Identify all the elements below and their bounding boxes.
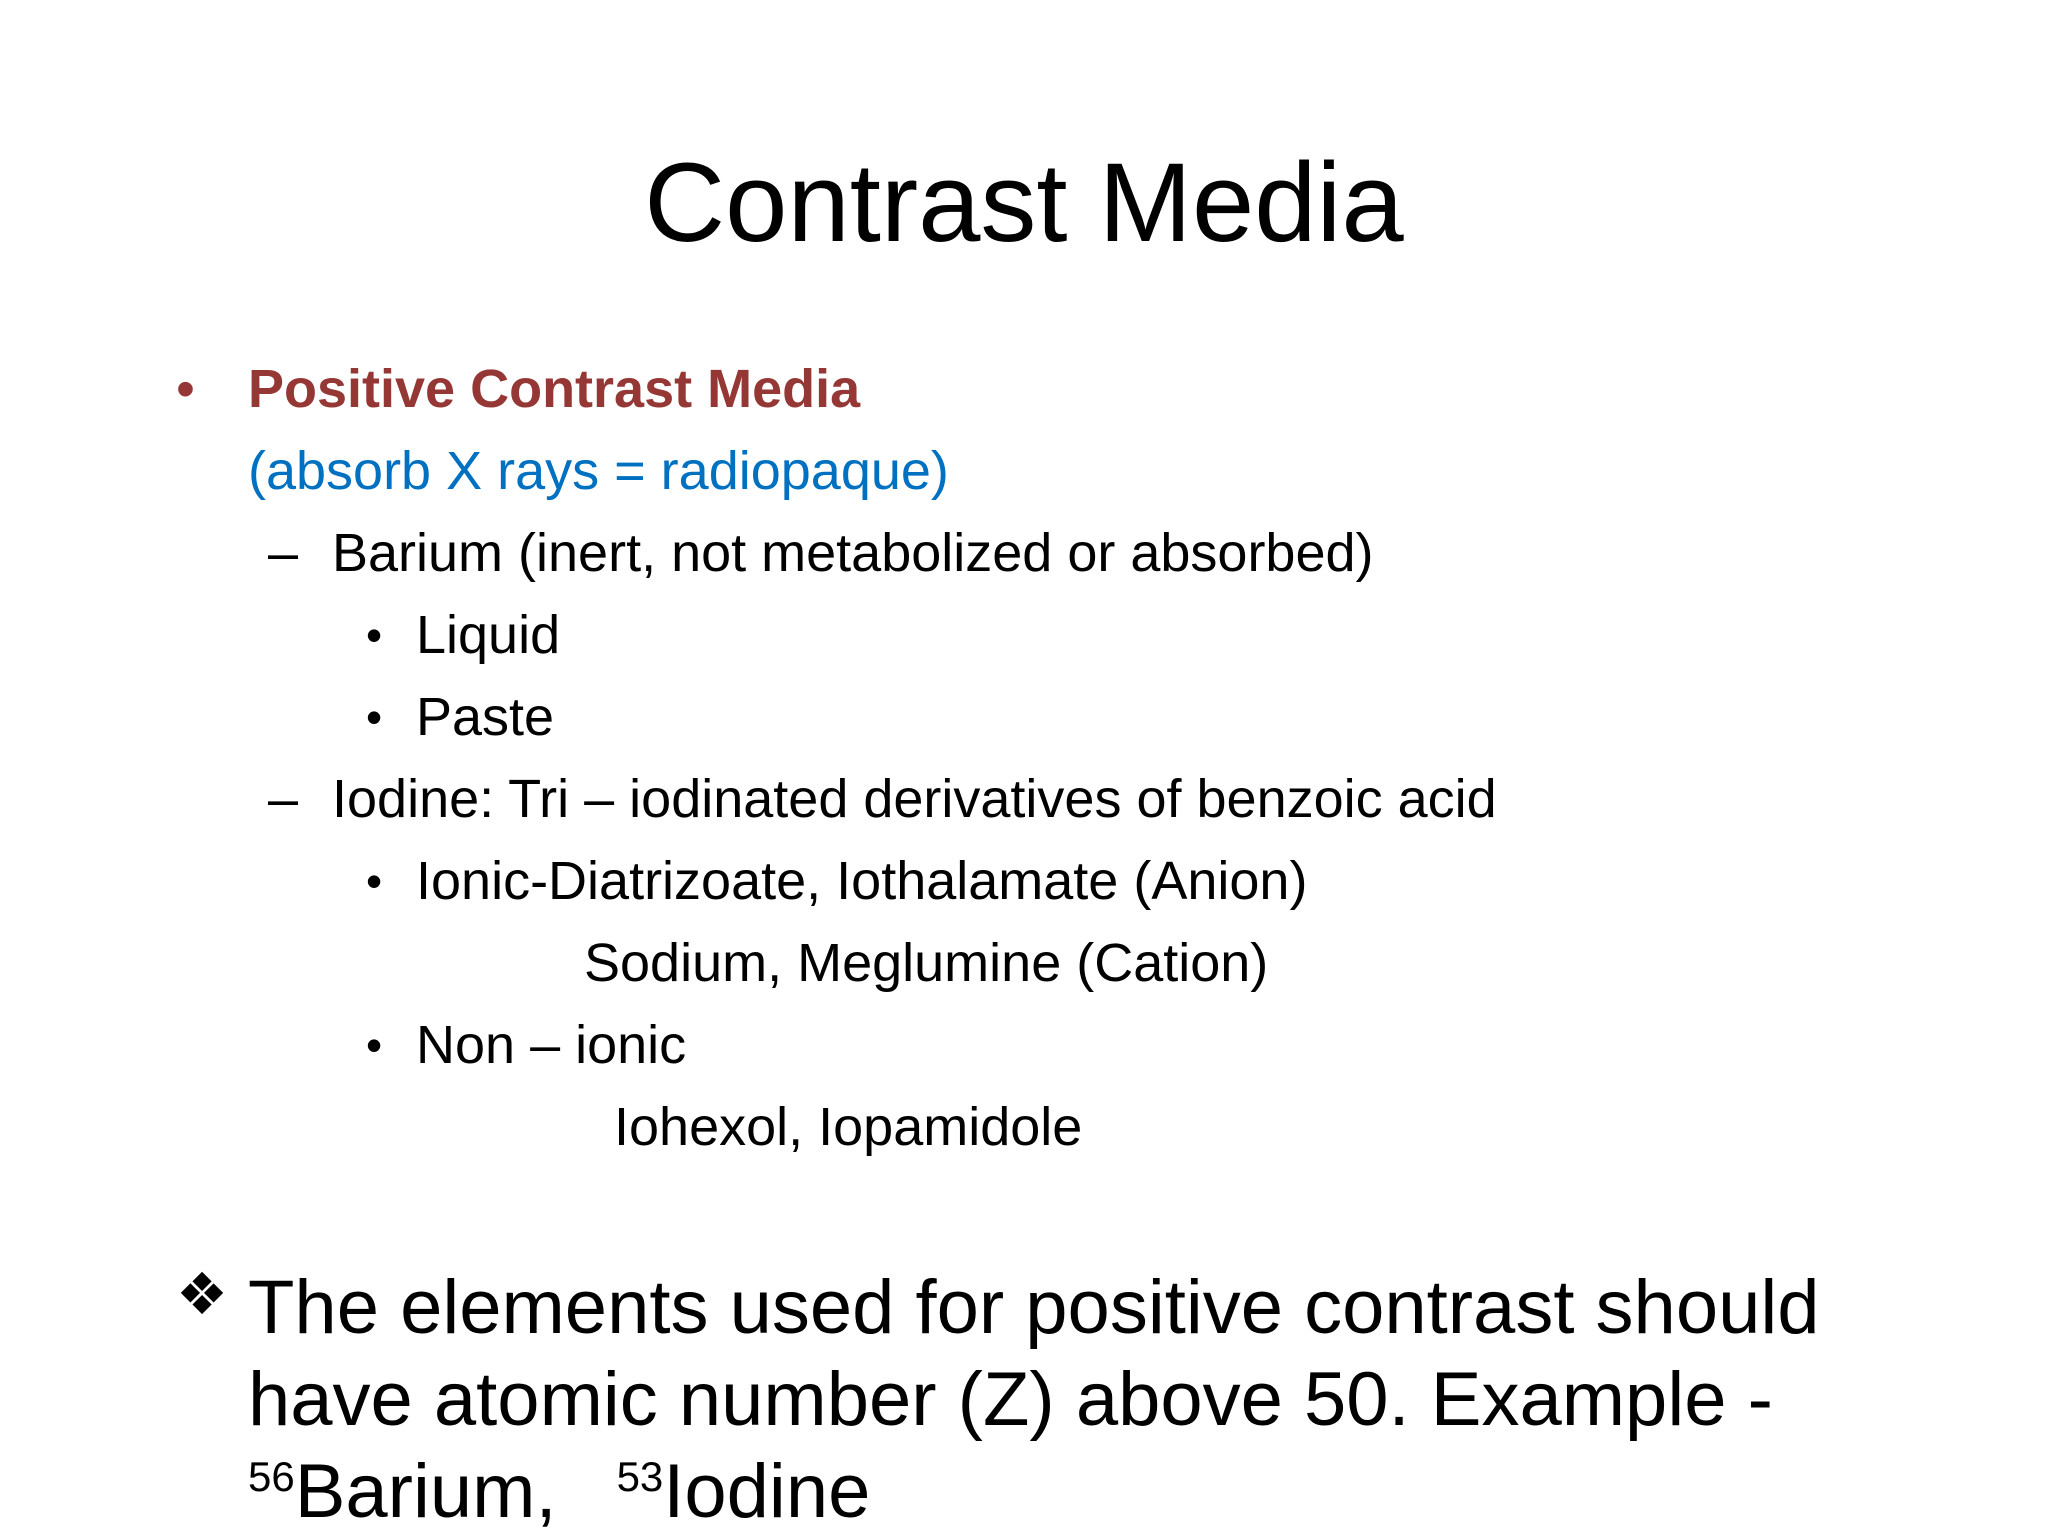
barium-item-paste: Paste: [416, 687, 555, 747]
barium-label: Barium (inert, not metabolized or absorbed): [332, 523, 1374, 583]
iodine-ionic-detail: Sodium, Meglumine (Cation): [584, 933, 1269, 993]
diamond-bullet-icon: ❖: [176, 1262, 228, 1327]
iodine-atomic-number: 53: [616, 1453, 664, 1500]
iodine-nonionic-detail: Iohexol, Iopamidole: [614, 1097, 1083, 1157]
note-line-2: have atomic number (Z) above 50. Example -: [248, 1357, 1773, 1442]
note-iodine: Iodine: [663, 1449, 871, 1534]
barium-atomic-number: 56: [248, 1453, 295, 1500]
iodine-ionic-label: Ionic-Diatrizoate, Iothalamate (Anion): [416, 851, 1308, 911]
bullet-dot-icon: •: [366, 855, 383, 907]
atomic-number-note: [248, 1262, 1948, 1538]
iodine-label: Iodine: Tri – iodinated derivatives of benzoic acid: [332, 769, 1497, 829]
barium-item-liquid: Liquid: [416, 605, 561, 665]
bullet-dot-icon: •: [176, 359, 195, 419]
bullet-dot-icon: •: [366, 1019, 383, 1071]
note-line-1: The elements used for positive contrast should: [248, 1265, 1820, 1350]
heading-positive-contrast: Positive Contrast Media: [248, 359, 861, 419]
bullet-dot-icon: •: [366, 691, 383, 743]
iodine-nonionic-label: Non – ionic: [416, 1015, 687, 1075]
bullet-dot-icon: •: [366, 609, 383, 661]
bullet-dash-icon: –: [268, 769, 299, 829]
note-line-3: [248, 1446, 1948, 1538]
subheading-radiopaque: (absorb X rays = radiopaque): [248, 441, 949, 501]
slide-title: Contrast Media: [644, 140, 1404, 265]
bullet-dash-icon: –: [268, 523, 299, 583]
note-barium: Barium,: [294, 1449, 557, 1534]
